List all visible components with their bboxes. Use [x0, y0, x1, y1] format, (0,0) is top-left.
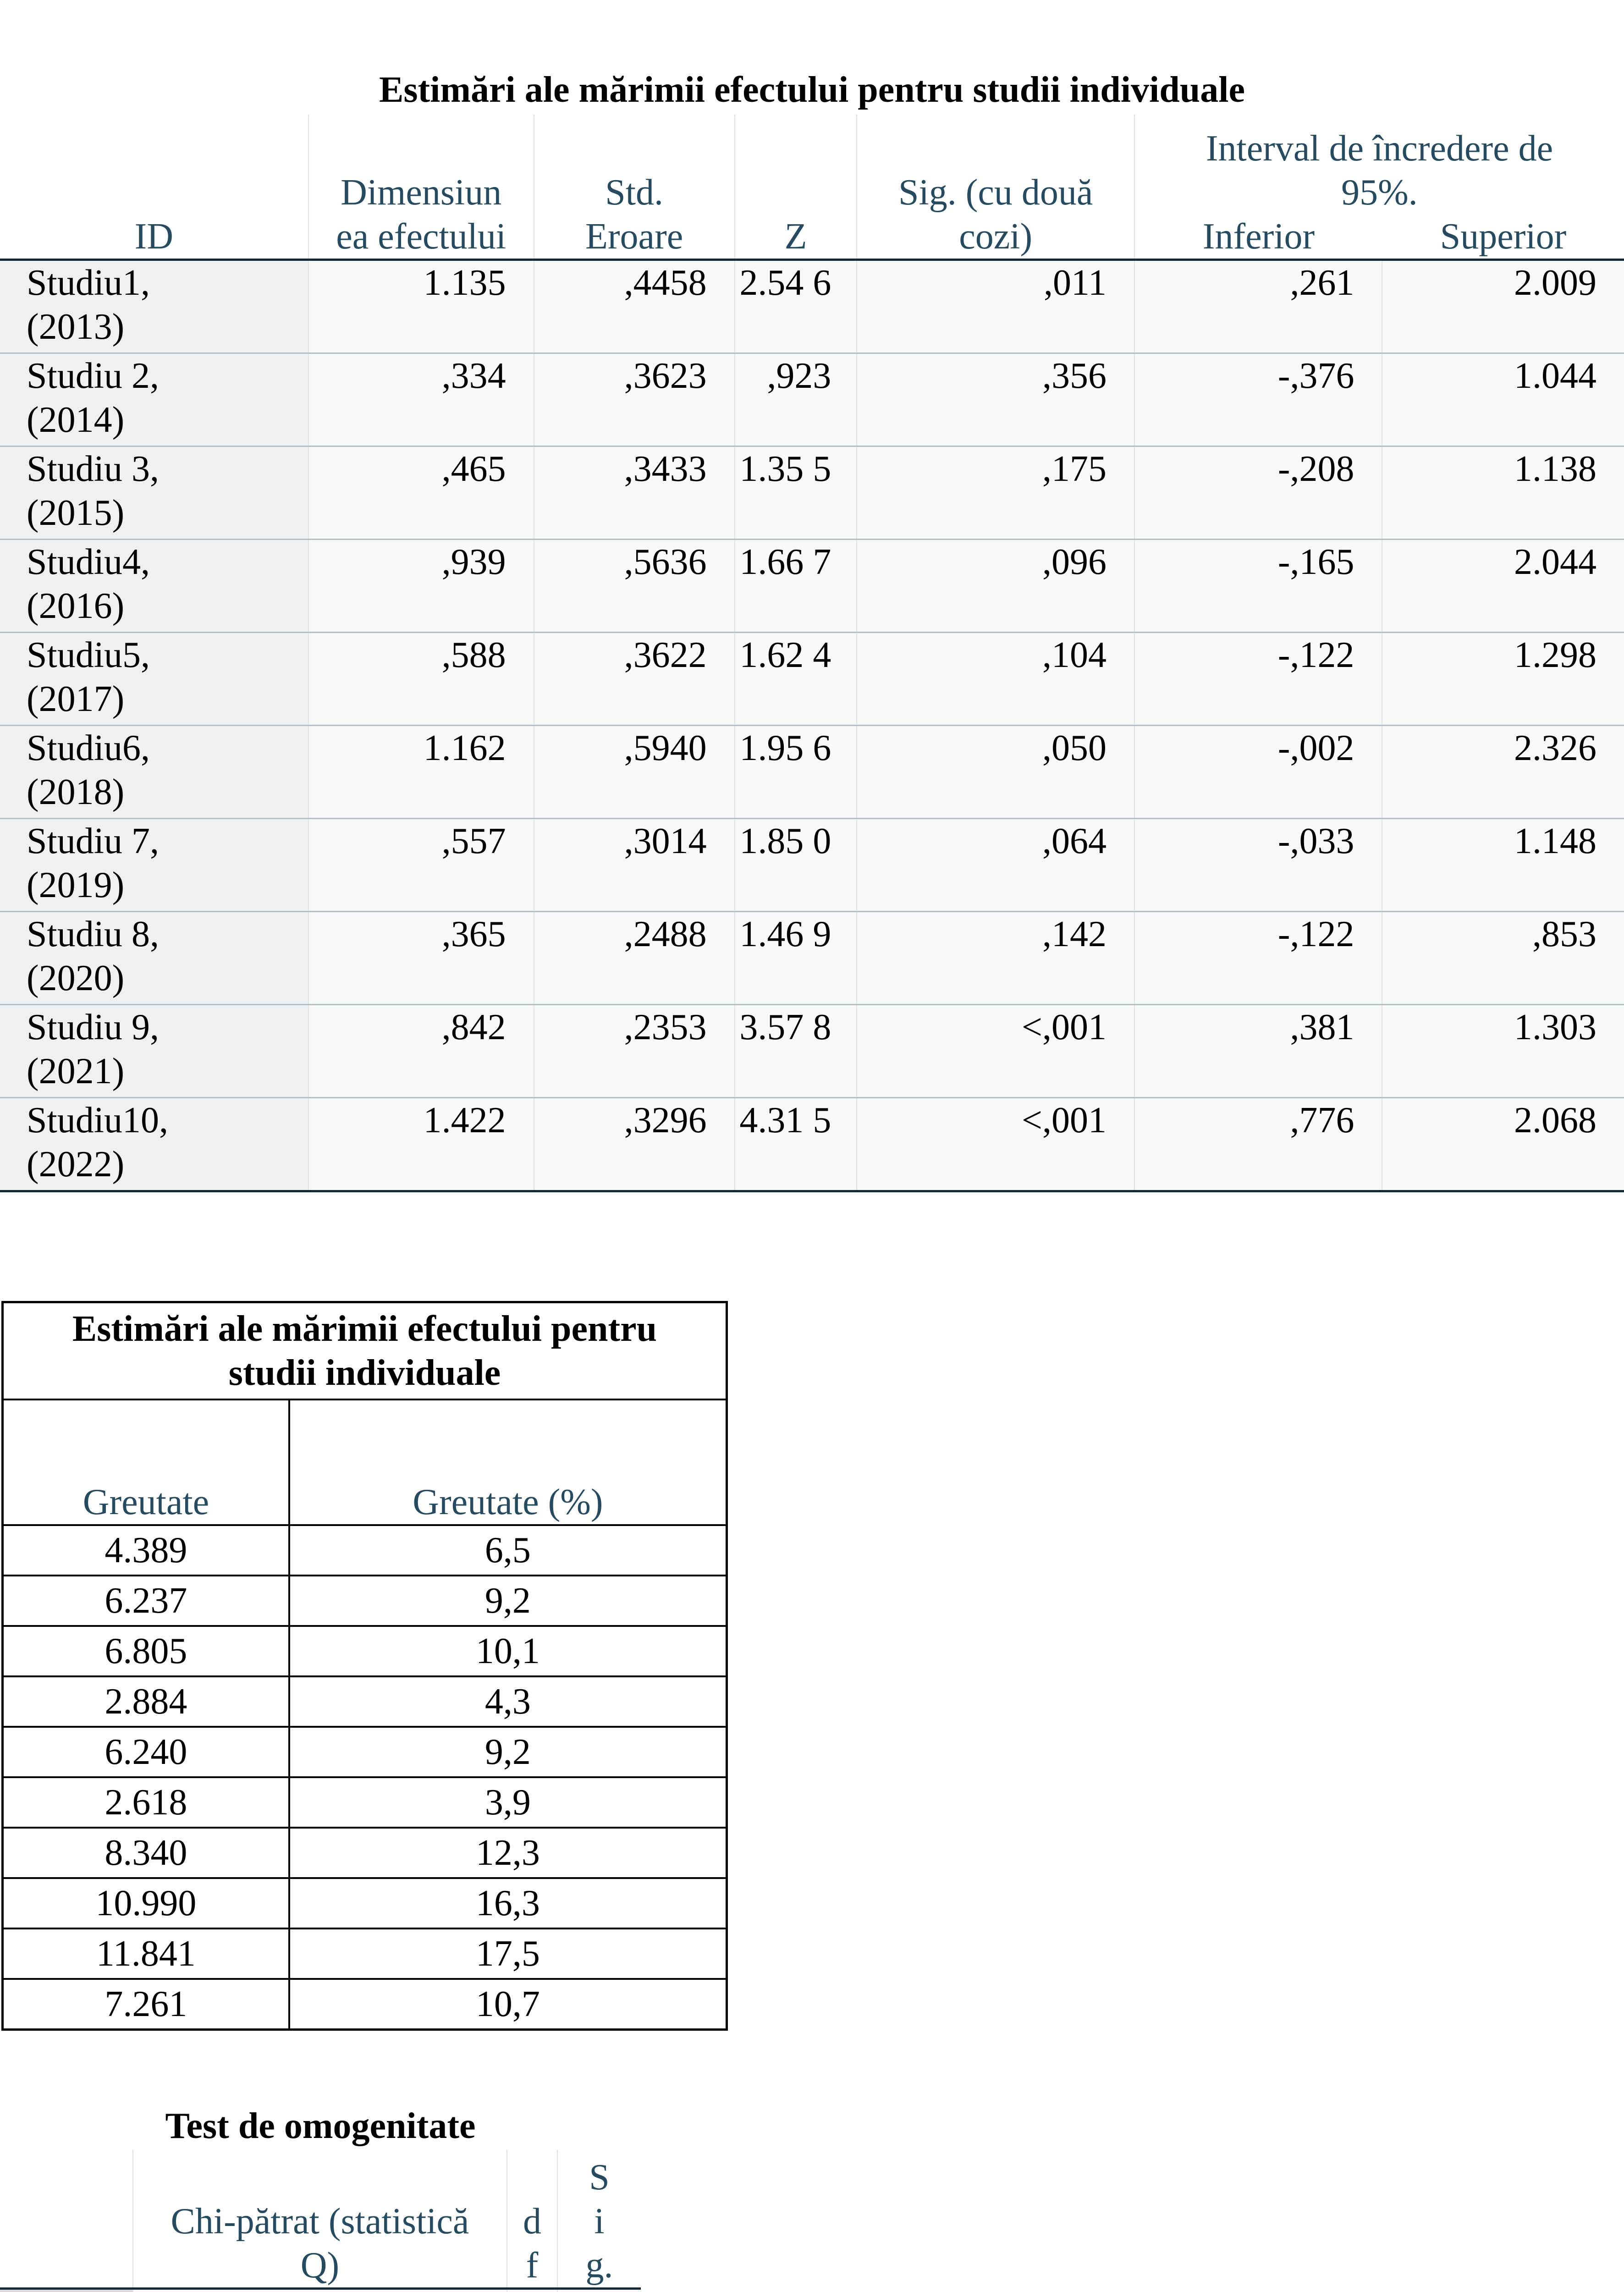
table-row [3, 1727, 727, 1777]
ci-lower-cell: -,165 [1134, 540, 1382, 633]
chi-square-value [133, 2289, 507, 2292]
std-error-cell: ,5636 [534, 540, 735, 633]
table-row [0, 260, 1624, 353]
sig-cell: ,104 [857, 633, 1134, 726]
df-value [507, 2289, 557, 2292]
table1-caption: Estimări ale mărimii efectului pentru studii individuale [379, 70, 1245, 110]
sig-cell: <,001 [857, 1098, 1134, 1191]
weight-cell: 4.389 [3, 1525, 289, 1576]
ci-upper-cell: 1.044 [1382, 353, 1624, 446]
std-error-cell: ,3296 [534, 1098, 735, 1191]
weight-pct-cell: 12,3 [289, 1828, 727, 1878]
ci-lower-cell: -,033 [1134, 819, 1382, 912]
ci-upper-cell: 2.068 [1382, 1098, 1624, 1191]
effect-size-cell: ,465 [308, 446, 534, 540]
header-upper: Superior [1440, 216, 1567, 257]
effect-size-cell: 1.162 [308, 726, 534, 819]
ci-upper-cell: 1.298 [1382, 633, 1624, 726]
weight-cell: 2.618 [3, 1777, 289, 1828]
ci-upper-cell: ,853 [1382, 912, 1624, 1005]
ci-lower-cell: -,122 [1134, 633, 1382, 726]
z-cell: 3.57 8 [735, 1005, 857, 1098]
sig-cell: <,001 [857, 1005, 1134, 1098]
homogeneity-table [0, 2150, 641, 2292]
ci-upper-cell: 2.044 [1382, 540, 1624, 633]
row-id: Studiu10, (2022) [0, 1098, 308, 1191]
sig-value [557, 2289, 641, 2292]
std-error-cell: ,2353 [534, 1005, 735, 1098]
std-error-cell: ,3433 [534, 446, 735, 540]
table-row [0, 726, 1624, 819]
z-cell: 1.95 6 [735, 726, 857, 819]
sig-cell: ,356 [857, 353, 1134, 446]
sig-cell: ,050 [857, 726, 1134, 819]
z-cell: 1.46 9 [735, 912, 857, 1005]
table-row [3, 1979, 727, 2030]
sig-cell: ,011 [857, 260, 1134, 353]
ci-upper-cell: 2.326 [1382, 726, 1624, 819]
table-row [3, 1576, 727, 1626]
header-df: df [507, 2150, 557, 2289]
z-cell: 1.62 4 [735, 633, 857, 726]
header-lower: Inferior [1202, 216, 1315, 257]
sig-cell: ,142 [857, 912, 1134, 1005]
ci-lower-cell: -,376 [1134, 353, 1382, 446]
row-id: Studiu 2, (2014) [0, 353, 308, 446]
header-sig: Sig. [557, 2150, 641, 2289]
table-row [3, 1928, 727, 1979]
effect-size-cell: ,588 [308, 633, 534, 726]
weight-pct-cell: 10,1 [289, 1626, 727, 1676]
table-row [0, 819, 1624, 912]
weight-pct-cell: 4,3 [289, 1676, 727, 1727]
z-cell: ,923 [735, 353, 857, 446]
header-weight: Greutate [3, 1399, 289, 1525]
table-row [0, 912, 1624, 1005]
table2-caption: Estimări ale mărimii efectului pentru studii individuale [3, 1302, 727, 1400]
table-row [3, 1777, 727, 1828]
table-row [0, 1098, 1624, 1191]
weight-cell: 6.240 [3, 1727, 289, 1777]
sig-cell: ,096 [857, 540, 1134, 633]
ci-lower-cell: ,381 [1134, 1005, 1382, 1098]
std-error-cell: ,3623 [534, 353, 735, 446]
header-ci-group: Interval de încredere de 95%. [1206, 128, 1553, 213]
ci-upper-cell: 2.009 [1382, 260, 1624, 353]
ci-lower-cell: -,208 [1134, 446, 1382, 540]
table-row [3, 1525, 727, 1576]
std-error-cell: ,3622 [534, 633, 735, 726]
weight-pct-cell: 3,9 [289, 1777, 727, 1828]
table-row [0, 353, 1624, 446]
effect-size-cell: ,365 [308, 912, 534, 1005]
header-ci [1134, 115, 1624, 260]
std-error-cell: ,3014 [534, 819, 735, 912]
ci-upper-cell: 1.148 [1382, 819, 1624, 912]
weight-cell: 11.841 [3, 1928, 289, 1979]
effect-size-table [0, 115, 1624, 1192]
z-cell: 4.31 5 [735, 1098, 857, 1191]
row-id: Studiu 7, (2019) [0, 819, 308, 912]
effect-size-cell: ,939 [308, 540, 534, 633]
table3-caption: Test de omogenitate [165, 2106, 476, 2146]
row-id: Studiu6, (2018) [0, 726, 308, 819]
table-row [3, 1828, 727, 1878]
row-id: Studiu4, (2016) [0, 540, 308, 633]
weight-pct-cell: 10,7 [289, 1979, 727, 2030]
effect-size-cell: ,334 [308, 353, 534, 446]
weight-cell: 6.237 [3, 1576, 289, 1626]
weight-pct-cell: 17,5 [289, 1928, 727, 1979]
effect-size-cell: 1.422 [308, 1098, 534, 1191]
z-cell: 1.66 7 [735, 540, 857, 633]
sig-cell: ,064 [857, 819, 1134, 912]
row-id: Studiu1, (2013) [0, 260, 308, 353]
row-id: Studiu 9, (2021) [0, 1005, 308, 1098]
row-label-total [0, 2289, 133, 2292]
table-row [0, 1005, 1624, 1098]
header-weight-pct: Greutate (%) [289, 1399, 727, 1525]
ci-upper-cell: 1.303 [1382, 1005, 1624, 1098]
table-row [3, 1878, 727, 1928]
ci-lower-cell: ,261 [1134, 260, 1382, 353]
effect-size-cell: 1.135 [308, 260, 534, 353]
row-id: Studiu 8, (2020) [0, 912, 308, 1005]
weight-pct-cell: 9,2 [289, 1576, 727, 1626]
weights-table [1, 1301, 728, 2031]
effect-size-cell: ,557 [308, 819, 534, 912]
std-error-cell: ,5940 [534, 726, 735, 819]
ci-lower-cell: -,122 [1134, 912, 1382, 1005]
row-id: Studiu5, (2017) [0, 633, 308, 726]
z-cell: 1.85 0 [735, 819, 857, 912]
ci-upper-cell: 1.138 [1382, 446, 1624, 540]
table-row [3, 1676, 727, 1727]
weight-cell: 2.884 [3, 1676, 289, 1727]
weight-cell: 8.340 [3, 1828, 289, 1878]
header-chi-square: Chi-pătrat (statistică Q) [133, 2150, 507, 2289]
row-id: Studiu 3, (2015) [0, 446, 308, 540]
std-error-cell: ,4458 [534, 260, 735, 353]
std-error-cell: ,2488 [534, 912, 735, 1005]
weight-cell: 10.990 [3, 1878, 289, 1928]
weight-cell: 6.805 [3, 1626, 289, 1676]
header-sig: Sig. (cu două cozi) [857, 115, 1134, 260]
table-row [0, 633, 1624, 726]
ci-lower-cell: -,002 [1134, 726, 1382, 819]
table-row [3, 1626, 727, 1676]
weight-pct-cell: 9,2 [289, 1727, 727, 1777]
z-cell: 2.54 6 [735, 260, 857, 353]
effect-size-cell: ,842 [308, 1005, 534, 1098]
ci-lower-cell: ,776 [1134, 1098, 1382, 1191]
weight-cell: 7.261 [3, 1979, 289, 2030]
weight-pct-cell: 6,5 [289, 1525, 727, 1576]
table-row [0, 446, 1624, 540]
header-effect-size: Dimensiun ea efectului [308, 115, 534, 260]
header-blank [0, 2150, 133, 2289]
header-id: ID [0, 115, 308, 260]
header-std-error: Std. Eroare [534, 115, 735, 260]
header-z: Z [735, 115, 857, 260]
weight-pct-cell: 16,3 [289, 1878, 727, 1928]
sig-cell: ,175 [857, 446, 1134, 540]
table-row [0, 540, 1624, 633]
z-cell: 1.35 5 [735, 446, 857, 540]
